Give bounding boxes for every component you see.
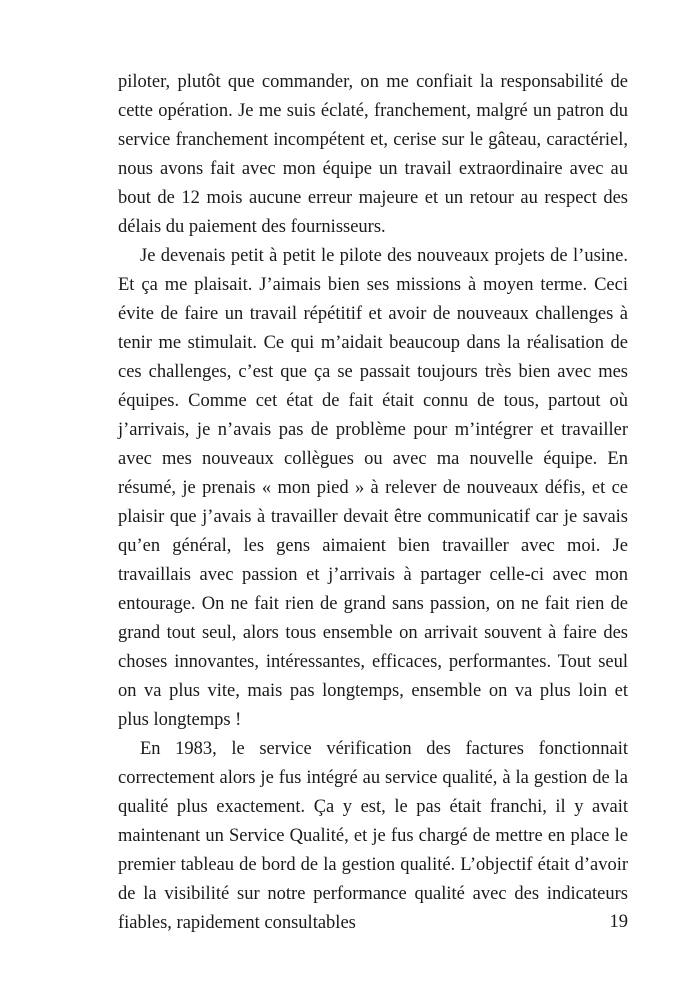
page-number: 19 xyxy=(609,912,628,932)
paragraph-new-projects: Je devenais petit à petit le pilote des nouveaux projets de l’usine. Et ça me plaisait. J’aimais bien ses missions à moyen terme. Ceci évite de faire un travail répétitif et avoir de nouveaux challenges à tenir me stimulait. Ce qui m’aidait beaucoup dans la réalisation de ces challenges, c’est que ça se passait toujours très bien avec mes équipes. Comme cet état de fait était connu de tous, partout où j’arrivais, je n’avais pas de problème pour m’intégrer et travailler avec mes nouveaux collègues ou avec ma nouvelle équipe. En résumé, je prenais « mon pied » à relever de nouveaux défis, et ce plaisir que j’avais à travailler devait être communicatif car je savais qu’en général, les gens aimaient bien travailler avec moi. Je travaillais avec passion et j’arrivais à partager celle-ci avec mon entourage. On ne fait rien de grand sans passion, on ne fait rien de grand tout seul, alors tous ensemble on arrivait souvent à faire des choses innovantes, intéressantes, efficaces, performantes. Tout seul on va plus vite, mais pas longtemps, ensemble on va plus loin et plus longtemps ! xyxy=(118,246,628,730)
page-body xyxy=(118,68,628,938)
paragraph-quality-service: En 1983, le service vérification des factures fonctionnait correctement alors je fus intégré au service qualité, à la gestion de la qualité plus exactement. Ça y est, le pas était franchi, il y avait maintenant un Service Qualité, et je fus chargé de mettre en place le premier tableau de bord de la gestion qualité. L’objectif était d’avoir de la visibilité sur notre performance qualité avec des indicateurs fiables, rapidement consultables xyxy=(118,739,628,933)
paragraph-continuation: piloter, plutôt que commander, on me confiait la responsabilité de cette opération. Je me suis éclaté, franchement, malgré un patron du service franchement incompétent et, cerise sur le gâteau, caractériel, nous avons fait avec mon équipe un travail extraordinaire avec au bout de 12 mois aucune erreur majeure et un retour au respect des délais du paiement des fournisseurs. xyxy=(118,72,628,237)
